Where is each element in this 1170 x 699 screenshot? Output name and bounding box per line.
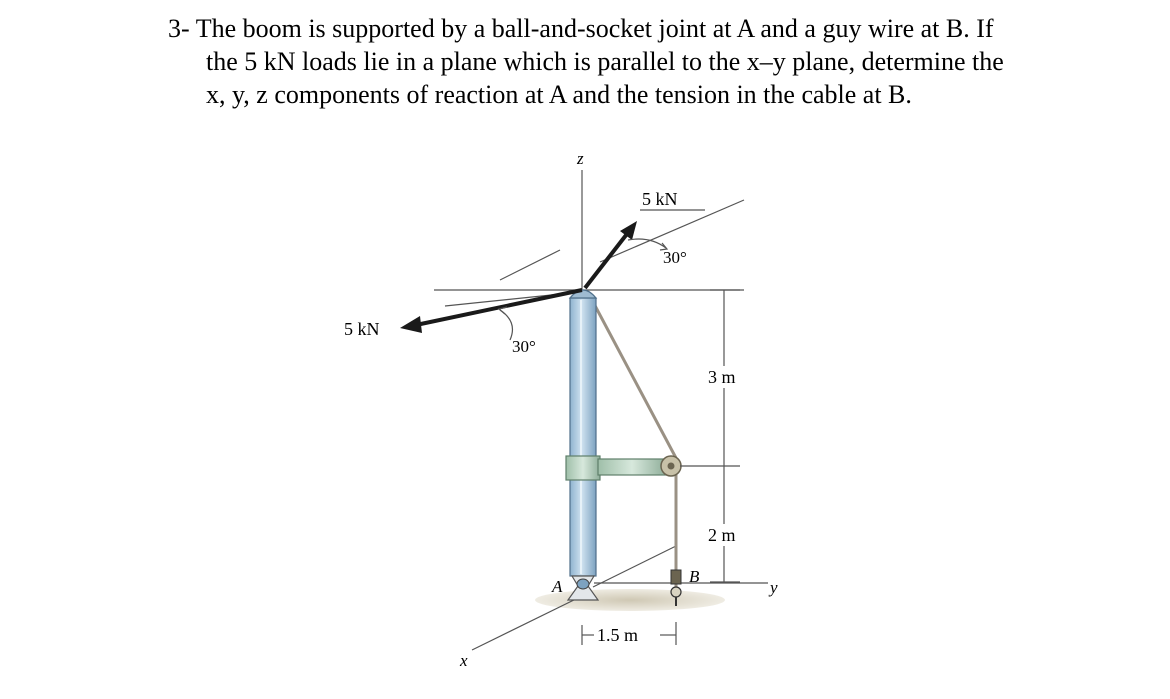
dim-2m-label: 2 m	[708, 525, 736, 545]
problem-line-2: the 5 kN loads lie in a plane which is parallel to the x–y plane, determine the	[206, 47, 1004, 76]
left-load-arrowhead	[400, 316, 422, 333]
left-angle-arc	[500, 310, 512, 340]
guy-wire	[592, 300, 676, 458]
anchor-b-eye	[671, 587, 681, 597]
dim-3m-label: 3 m	[708, 367, 736, 387]
collar	[566, 456, 600, 480]
plane-line-2	[500, 250, 560, 280]
problem-line-3: x, y, z components of reaction at A and the tension in the cable at B.	[206, 80, 912, 109]
point-b-label: B	[689, 567, 700, 586]
top-load-arrow-shaft	[585, 230, 630, 288]
dim-1-5m-label: 1.5 m	[597, 625, 639, 645]
top-angle-label: 30°	[663, 248, 687, 267]
left-angle-label: 30°	[512, 337, 536, 356]
y-axis-label: y	[770, 578, 778, 597]
left-load-arrow-shaft	[416, 290, 582, 325]
boom-pole	[570, 298, 596, 576]
problem-line-1: 3- The boom is supported by a ball-and-socket joint at A and a guy wire at B. If	[168, 14, 994, 43]
collar-arm	[598, 459, 666, 475]
x-axis-label: x	[460, 651, 468, 670]
point-a-label: A	[552, 577, 563, 596]
top-load-label: 5 kN	[642, 189, 678, 209]
top-angle-arc	[628, 239, 666, 248]
x-axis-line	[472, 597, 580, 650]
left-load-label: 5 kN	[344, 319, 380, 339]
anchor-b	[671, 570, 681, 584]
ground-shadow	[535, 589, 725, 611]
pulley-center	[668, 463, 675, 470]
z-axis-label: z	[577, 149, 584, 168]
offset-line	[593, 546, 676, 587]
ball-a	[577, 579, 589, 589]
